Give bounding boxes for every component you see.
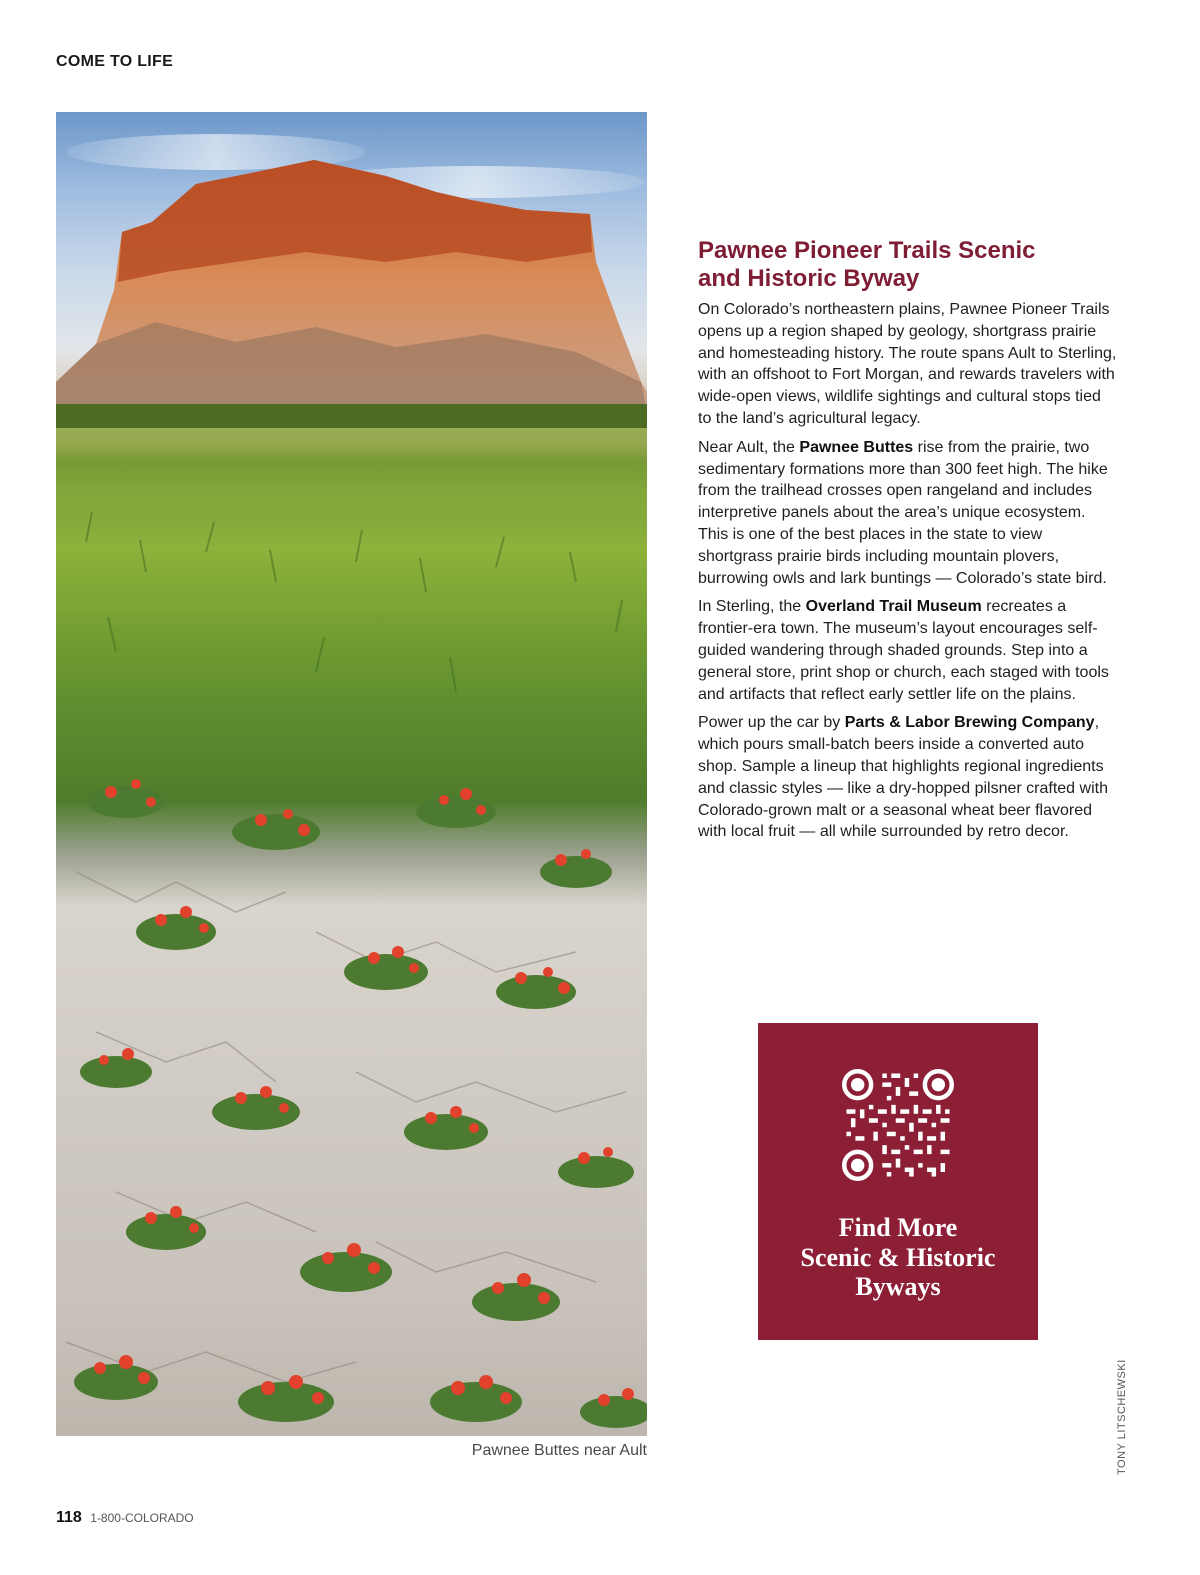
article-title-line1: Pawnee Pioneer Trails Scenic <box>698 237 1036 264</box>
text-run: , which pours small-batch beers inside a converted auto shop. Sample a lineup that highlights regional ingredients and classic styles — like a dry-hopped pilsner crafted with Colorado-grown malt or a seasonal wheat beer flavored with local fruit — all while surrounded by retro decor. <box>698 714 1108 841</box>
find-more-byways-label[interactable] <box>758 1213 1038 1302</box>
text-run: rise from the prairie, two sedimentary formations more than 300 feet high. The hike from the trailhead crosses open rangeland and includes interpretive panels about the area’s unique ecosystem. This is one of the best places in the state to view shortgrass prairie birds including mountain plovers, burrowing owls and lark buntings — Colorado’s state bird. <box>698 438 1108 587</box>
article <box>698 237 1118 850</box>
photo-caption: Pawnee Buttes near Ault <box>471 1442 647 1459</box>
place-name-parts-labor-brewing: Parts & Labor Brewing Company <box>844 714 1095 732</box>
pawnee-buttes-photo <box>56 112 647 1436</box>
text-run: recreates a frontier-era town. The museum’s layout encourages self-guided wandering through shaded grounds. Step into a general store, print shop or church, each staged with tools and artifacts that reflect early settler life on the plains. <box>698 598 1109 703</box>
place-name-overland-trail-museum: Overland Trail Museum <box>805 598 982 616</box>
paragraph-intro: On Colorado’s northeastern plains, Pawnee Pioneer Trails opens up a region shaped by geology, shortgrass prairie and homesteading history. The route spans Ault to Sterling, with an offshoot to Fort Morgan, and rewards travelers with wide-open views, wildlife sightings and cultural stops tied to the land’s agricultural legacy. <box>698 301 1117 427</box>
photo-credit: TONY LITSCHEWSKI <box>1116 1359 1128 1475</box>
cta-line3: Byways <box>855 1272 941 1301</box>
paragraph-parts-labor-brewing <box>698 712 1118 843</box>
page-footer <box>56 1509 194 1527</box>
landscape-illustration <box>56 112 647 1436</box>
article-title <box>698 237 1118 293</box>
paragraph-overland-trail-museum <box>698 596 1118 705</box>
qr-code-icon[interactable] <box>842 1069 954 1181</box>
section-label: COME TO LIFE <box>56 53 174 70</box>
phone-number: 1-800-COLORADO <box>90 1511 194 1525</box>
paragraph-pawnee-buttes <box>698 437 1118 590</box>
article-title-line2: and Historic Byway <box>698 265 920 292</box>
text-run: Power up the car by <box>698 714 845 732</box>
page-number: 118 <box>56 1509 82 1526</box>
cta-line1: Find More <box>838 1213 958 1242</box>
text-run: In Sterling, the <box>698 598 806 616</box>
place-name-pawnee-buttes: Pawnee Buttes <box>799 438 914 456</box>
find-more-byways-card[interactable] <box>758 1023 1038 1340</box>
text-run: Near Ault, the <box>698 438 800 456</box>
cta-line2: Scenic & Historic <box>800 1242 996 1272</box>
